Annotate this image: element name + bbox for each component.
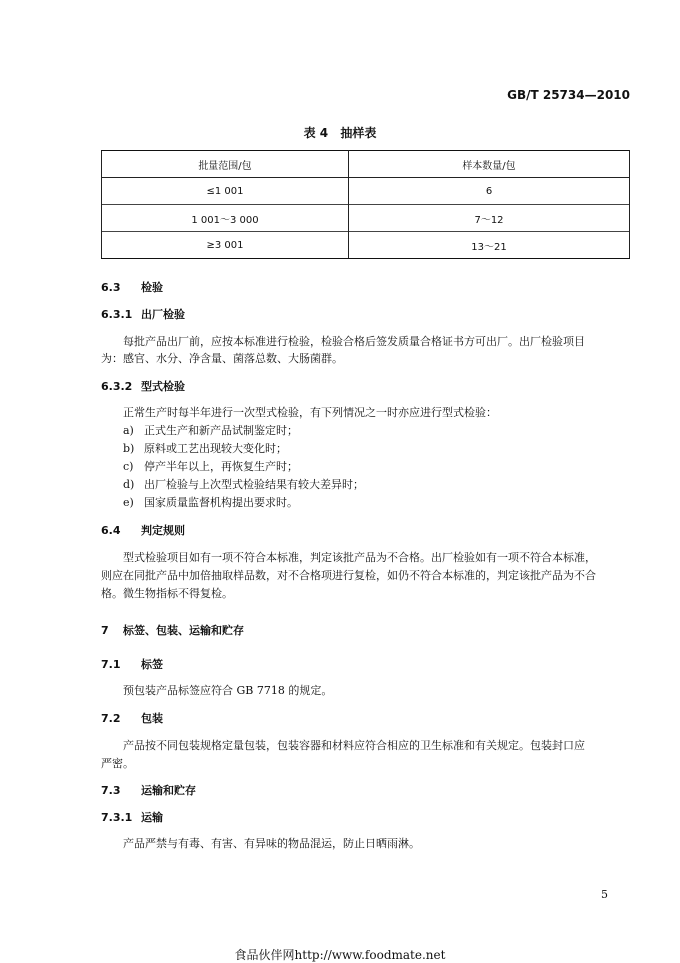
paragraph-line: 为：感官、水分、净含量、菌落总数、大肠菌群。 [101, 352, 343, 365]
heading-7-2 [101, 710, 163, 726]
list-text: 原料或工艺出现较大变化时； [144, 442, 287, 455]
list-item [123, 423, 298, 439]
list-marker: b) [123, 442, 135, 455]
section-title: 标签、包装、运输和贮存 [123, 624, 244, 637]
heading-6-3-1 [101, 306, 185, 322]
batch-range-cell: ≤1 001 [102, 178, 349, 205]
footer-watermark: 食品伙伴网http://www.foodmate.net [234, 948, 446, 962]
sample-size-cell: 13～21 [349, 232, 630, 259]
heading-7-3 [101, 782, 196, 798]
page-number: 5 [601, 888, 608, 901]
section-number: 6.3.1 [101, 308, 133, 321]
section-number: 6.3.2 [101, 380, 133, 393]
sample-size-cell: 7～12 [349, 205, 630, 232]
section-title: 型式检验 [141, 380, 185, 393]
list-marker: e) [123, 496, 134, 509]
paragraph-line: 正常生产时每半年进行一次型式检验，有下列情况之一时亦应进行型式检验： [123, 406, 497, 419]
paragraph-line: 预包装产品标签应符合 GB 7718 的规定。 [123, 684, 333, 697]
standard-code: GB/T 25734—2010 [507, 88, 630, 102]
table-row [102, 178, 630, 205]
heading-6-4 [101, 522, 185, 538]
list-marker: d) [123, 478, 135, 491]
section-title: 判定规则 [141, 524, 185, 537]
list-item [123, 477, 364, 493]
section-title: 包装 [141, 712, 163, 725]
section-number: 7.2 [101, 712, 121, 725]
batch-range-cell: 1 001～3 000 [102, 205, 349, 232]
sampling-table [101, 150, 630, 259]
heading-6-3 [101, 279, 163, 295]
heading-7 [101, 622, 244, 638]
paragraph-line: 每批产品出厂前，应按本标准进行检验，检验合格后签发质量合格证书方可出厂。出厂检验项目 [123, 335, 585, 348]
paragraph-line: 型式检验项目如有一项不符合本标准，判定该批产品为不合格。出厂检验如有一项不符合本标准， [123, 551, 596, 564]
table-number: 表 4 [303, 126, 329, 140]
section-number: 7.1 [101, 658, 121, 671]
list-item [123, 459, 298, 475]
section-title: 运输和贮存 [141, 784, 196, 797]
section-title: 出厂检验 [141, 308, 185, 321]
list-item [123, 495, 298, 511]
section-number: 7.3.1 [101, 811, 133, 824]
table-row [102, 205, 630, 232]
section-title: 运输 [141, 811, 163, 824]
heading-7-1 [101, 656, 163, 672]
list-item [123, 441, 287, 457]
table-row [102, 232, 630, 259]
batch-range-cell: ≥3 001 [102, 232, 349, 259]
sample-size-cell: 6 [349, 178, 630, 205]
heading-6-3-2 [101, 378, 185, 394]
paragraph-line: 则应在同批产品中加倍抽取样品数，对不合格项进行复检，如仍不符合本标准的，判定该批产品为不合 [101, 569, 596, 582]
section-number: 6.4 [101, 524, 121, 537]
table-header-row [102, 151, 630, 178]
paragraph-line: 严密。 [101, 757, 134, 770]
section-number: 7 [101, 624, 109, 637]
paragraph-line: 产品按不同包装规格定量包装，包装容器和材料应符合相应的卫生标准和有关规定。包装封口应 [123, 739, 585, 752]
section-number: 6.3 [101, 281, 121, 294]
list-text: 国家质量监督机构提出要求时。 [144, 496, 298, 509]
paragraph-line: 产品严禁与有毒、有害、有异味的物品混运，防止日晒雨淋。 [123, 837, 420, 850]
list-text: 出厂检验与上次型式检验结果有较大差异时； [144, 478, 364, 491]
list-marker: a) [123, 424, 134, 437]
list-marker: c) [123, 460, 134, 473]
list-text: 正式生产和新产品试制鉴定时； [144, 424, 298, 437]
list-text: 停产半年以上，再恢复生产时； [144, 460, 298, 473]
header-batch-range: 批量范围/包 [102, 151, 349, 178]
table-caption [0, 124, 680, 141]
section-title: 检验 [141, 281, 163, 294]
paragraph-line: 格。微生物指标不得复检。 [101, 587, 233, 600]
section-title: 标签 [141, 658, 163, 671]
heading-7-3-1 [101, 809, 163, 825]
header-sample-size: 样本数量/包 [349, 151, 630, 178]
section-number: 7.3 [101, 784, 121, 797]
table-title: 抽样表 [340, 126, 377, 140]
